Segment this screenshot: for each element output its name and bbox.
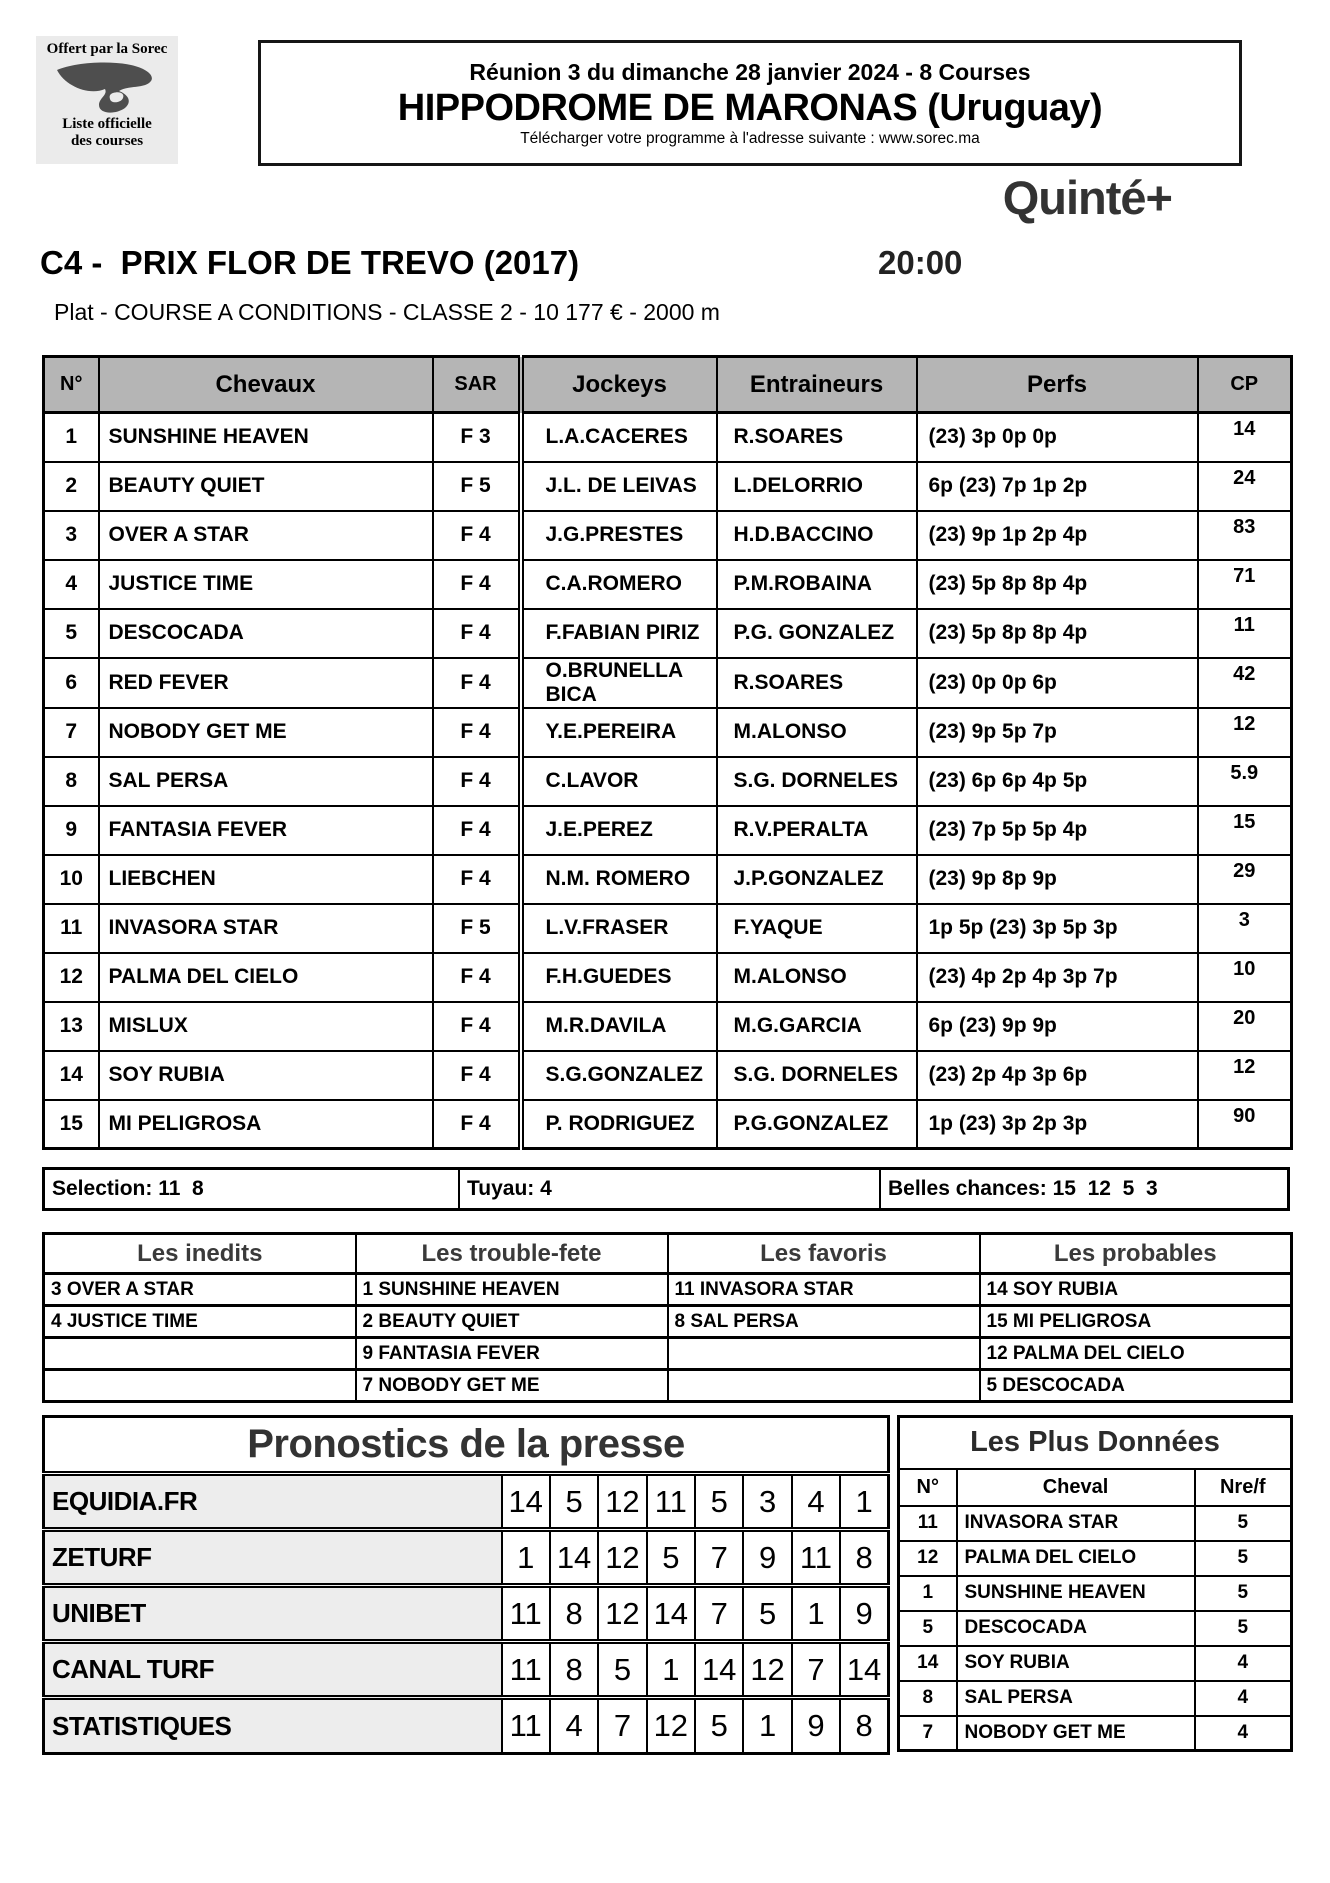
runner-row xyxy=(44,462,1292,511)
runner-number: 11 xyxy=(44,904,99,953)
category-cell: 1 SUNSHINE HEAVEN xyxy=(356,1274,668,1306)
category-cell: 8 SAL PERSA xyxy=(668,1306,980,1338)
plus-horse: DESCOCADA xyxy=(957,1611,1195,1646)
category-cell xyxy=(44,1370,356,1402)
runner-horse: OVER A STAR xyxy=(99,511,433,560)
press-pick: 7 xyxy=(598,1698,646,1754)
press-pick: 3 xyxy=(743,1474,791,1530)
plus-number: 7 xyxy=(899,1716,957,1751)
runner-row xyxy=(44,855,1292,904)
press-pick: 12 xyxy=(647,1698,695,1754)
runner-row xyxy=(44,609,1292,658)
runner-sar: F 4 xyxy=(433,708,521,757)
logo-offert-text: Offert par la Sorec xyxy=(46,41,168,57)
runners-table-header xyxy=(44,357,1292,413)
logo-des-courses: des courses xyxy=(70,133,144,149)
runner-trainer: R.V.PERALTA xyxy=(717,806,917,855)
runner-number: 8 xyxy=(44,757,99,806)
runner-number: 12 xyxy=(44,953,99,1002)
press-pick: 12 xyxy=(598,1474,646,1530)
runner-perfs: (23) 9p 5p 7p xyxy=(917,708,1198,757)
runner-horse: MISLUX xyxy=(99,1002,433,1051)
press-pick: 5 xyxy=(550,1474,598,1530)
runner-row xyxy=(44,413,1292,462)
press-pick: 5 xyxy=(647,1530,695,1586)
runner-row xyxy=(44,953,1292,1002)
plus-row xyxy=(899,1506,1292,1541)
runner-perfs: 6p (23) 9p 9p xyxy=(917,1002,1198,1051)
press-prognostics-table xyxy=(42,1415,890,1755)
runner-number: 9 xyxy=(44,806,99,855)
runner-horse: PALMA DEL CIELO xyxy=(99,953,433,1002)
press-pick: 5 xyxy=(695,1698,743,1754)
runner-jockey: N.M. ROMERO xyxy=(521,855,717,904)
press-pick: 12 xyxy=(598,1530,646,1586)
press-pick: 5 xyxy=(598,1642,646,1698)
categories-table xyxy=(42,1232,1293,1403)
runners-table xyxy=(42,355,1293,1150)
runner-cp: 5.9 xyxy=(1198,757,1292,806)
press-pick: 1 xyxy=(840,1474,888,1530)
press-pick: 5 xyxy=(743,1586,791,1642)
runner-cp: 42 xyxy=(1198,658,1292,708)
runner-perfs: 1p 5p (23) 3p 5p 3p xyxy=(917,904,1198,953)
press-body xyxy=(44,1417,889,1754)
press-source-label: STATISTIQUES xyxy=(44,1698,502,1754)
plus-count: 5 xyxy=(1195,1576,1292,1611)
category-header: Les favoris xyxy=(668,1234,980,1274)
runner-perfs: (23) 3p 0p 0p xyxy=(917,413,1198,462)
runner-number: 13 xyxy=(44,1002,99,1051)
category-cell: 15 MI PELIGROSA xyxy=(980,1306,1292,1338)
categories-header xyxy=(44,1234,1292,1274)
runner-number: 15 xyxy=(44,1100,99,1149)
runner-perfs: (23) 7p 5p 5p 4p xyxy=(917,806,1198,855)
press-row xyxy=(44,1642,889,1698)
category-cell: 4 JUSTICE TIME xyxy=(44,1306,356,1338)
runner-row xyxy=(44,1002,1292,1051)
plus-count: 4 xyxy=(1195,1646,1292,1681)
category-cell: 11 INVASORA STAR xyxy=(668,1274,980,1306)
runner-sar: F 4 xyxy=(433,1051,521,1100)
plus-row xyxy=(899,1716,1292,1751)
plus-row xyxy=(899,1611,1292,1646)
press-pick: 9 xyxy=(743,1530,791,1586)
tuyau-cell: Tuyau: 4 xyxy=(460,1170,881,1208)
plus-horse: INVASORA STAR xyxy=(957,1506,1195,1541)
plus-donnees-body xyxy=(899,1417,1292,1751)
press-row xyxy=(44,1530,889,1586)
runner-row xyxy=(44,708,1292,757)
press-pick: 11 xyxy=(502,1698,550,1754)
runners-header-col-entraineurs: Entraineurs xyxy=(717,357,917,413)
runner-perfs: (23) 5p 8p 8p 4p xyxy=(917,560,1198,609)
runners-header-col-sar: SAR xyxy=(433,357,521,413)
plus-header-row xyxy=(899,1469,1292,1506)
plus-horse: NOBODY GET ME xyxy=(957,1716,1195,1751)
runner-number: 5 xyxy=(44,609,99,658)
runner-perfs: (23) 6p 6p 4p 5p xyxy=(917,757,1198,806)
runner-horse: SOY RUBIA xyxy=(99,1051,433,1100)
hippodrome-title: HIPPODROME DE MARONAS (Uruguay) xyxy=(397,86,1103,129)
press-pick: 9 xyxy=(840,1586,888,1642)
category-cell: 5 DESCOCADA xyxy=(980,1370,1292,1402)
runner-perfs: (23) 2p 4p 3p 6p xyxy=(917,1051,1198,1100)
runner-row xyxy=(44,560,1292,609)
runner-jockey: J.G.PRESTES xyxy=(521,511,717,560)
plus-row xyxy=(899,1576,1292,1611)
runner-cp: 12 xyxy=(1198,708,1292,757)
press-pick: 8 xyxy=(550,1586,598,1642)
plus-count: 4 xyxy=(1195,1716,1292,1751)
runner-trainer: F.YAQUE xyxy=(717,904,917,953)
category-cell xyxy=(44,1338,356,1370)
runner-row xyxy=(44,658,1292,708)
runner-sar: F 4 xyxy=(433,658,521,708)
plus-horse: SAL PERSA xyxy=(957,1681,1195,1716)
category-cell: 3 OVER A STAR xyxy=(44,1274,356,1306)
runner-perfs: (23) 9p 8p 9p xyxy=(917,855,1198,904)
press-pick: 14 xyxy=(502,1474,550,1530)
runner-row xyxy=(44,1100,1292,1149)
press-pick: 12 xyxy=(598,1586,646,1642)
runner-horse: NOBODY GET ME xyxy=(99,708,433,757)
runner-horse: INVASORA STAR xyxy=(99,904,433,953)
press-pick: 12 xyxy=(743,1642,791,1698)
runner-cp: 24 xyxy=(1198,462,1292,511)
press-source-label: ZETURF xyxy=(44,1530,502,1586)
runner-jockey: C.A.ROMERO xyxy=(521,560,717,609)
runners-header-col-jockeys: Jockeys xyxy=(521,357,717,413)
runner-trainer: L.DELORRIO xyxy=(717,462,917,511)
runner-row xyxy=(44,757,1292,806)
selection-bar xyxy=(42,1167,1290,1211)
runner-sar: F 4 xyxy=(433,806,521,855)
runner-number: 2 xyxy=(44,462,99,511)
runner-number: 4 xyxy=(44,560,99,609)
category-row xyxy=(44,1306,1292,1338)
plus-count: 5 xyxy=(1195,1611,1292,1646)
plus-number: 11 xyxy=(899,1506,957,1541)
category-cell xyxy=(668,1370,980,1402)
runners-header-col-number: N° xyxy=(44,357,99,413)
press-pick: 8 xyxy=(550,1642,598,1698)
plus-horse: PALMA DEL CIELO xyxy=(957,1541,1195,1576)
plus-number: 14 xyxy=(899,1646,957,1681)
runner-cp: 15 xyxy=(1198,806,1292,855)
runner-jockey: F.H.GUEDES xyxy=(521,953,717,1002)
runner-trainer: M.G.GARCIA xyxy=(717,1002,917,1051)
plus-header-cheval: Cheval xyxy=(957,1469,1195,1506)
belles-chances-cell: Belles chances: 15 12 5 3 xyxy=(888,1177,1158,1200)
press-pick: 4 xyxy=(792,1474,840,1530)
press-pick: 11 xyxy=(502,1642,550,1698)
runner-jockey: F.FABIAN PIRIZ xyxy=(521,609,717,658)
runner-horse: SUNSHINE HEAVEN xyxy=(99,413,433,462)
categories-header-row xyxy=(44,1234,1292,1274)
runner-trainer: R.SOARES xyxy=(717,413,917,462)
sorec-logo xyxy=(36,36,178,164)
runners-table-body xyxy=(44,413,1292,1149)
runner-cp: 71 xyxy=(1198,560,1292,609)
plus-row xyxy=(899,1646,1292,1681)
runner-horse: RED FEVER xyxy=(99,658,433,708)
runner-sar: F 4 xyxy=(433,609,521,658)
runner-sar: F 3 xyxy=(433,413,521,462)
press-row xyxy=(44,1586,889,1642)
runner-trainer: H.D.BACCINO xyxy=(717,511,917,560)
runner-sar: F 4 xyxy=(433,1100,521,1149)
category-cell xyxy=(668,1338,980,1370)
runner-perfs: (23) 9p 1p 2p 4p xyxy=(917,511,1198,560)
runner-jockey: Y.E.PEREIRA xyxy=(521,708,717,757)
runner-trainer: R.SOARES xyxy=(717,658,917,708)
runner-jockey: L.A.CACERES xyxy=(521,413,717,462)
plus-number: 5 xyxy=(899,1611,957,1646)
runner-jockey: J.E.PEREZ xyxy=(521,806,717,855)
press-pick: 7 xyxy=(695,1586,743,1642)
runner-cp: 83 xyxy=(1198,511,1292,560)
runner-trainer: S.G. DORNELES xyxy=(717,1051,917,1100)
press-pick: 8 xyxy=(840,1698,888,1754)
reunion-line: Réunion 3 du dimanche 28 janvier 2024 - 8 Courses xyxy=(469,58,1031,85)
runner-cp: 29 xyxy=(1198,855,1292,904)
runner-horse: LIEBCHEN xyxy=(99,855,433,904)
runner-cp: 14 xyxy=(1198,413,1292,462)
runner-sar: F 4 xyxy=(433,757,521,806)
runner-trainer: S.G. DORNELES xyxy=(717,757,917,806)
plus-count: 5 xyxy=(1195,1506,1292,1541)
runner-perfs: (23) 4p 2p 4p 3p 7p xyxy=(917,953,1198,1002)
selection-cell: Selection: 11 8 xyxy=(45,1170,460,1208)
race-title: C4 - PRIX FLOR DE TREVO (2017) xyxy=(40,244,580,281)
runner-row xyxy=(44,806,1292,855)
runner-number: 6 xyxy=(44,658,99,708)
press-pick: 8 xyxy=(840,1530,888,1586)
runner-trainer: P.G. GONZALEZ xyxy=(717,609,917,658)
logo-liste-officielle: Liste officielle xyxy=(62,116,152,132)
category-cell: 9 FANTASIA FEVER xyxy=(356,1338,668,1370)
runner-sar: F 4 xyxy=(433,953,521,1002)
runner-horse: BEAUTY QUIET xyxy=(99,462,433,511)
runner-perfs: 6p (23) 7p 1p 2p xyxy=(917,462,1198,511)
runner-cp: 20 xyxy=(1198,1002,1292,1051)
runner-jockey: C.LAVOR xyxy=(521,757,717,806)
press-row xyxy=(44,1698,889,1754)
runner-trainer: P.G.GONZALEZ xyxy=(717,1100,917,1149)
press-pick: 4 xyxy=(550,1698,598,1754)
press-pick: 7 xyxy=(792,1642,840,1698)
plus-number: 12 xyxy=(899,1541,957,1576)
runner-horse: FANTASIA FEVER xyxy=(99,806,433,855)
plus-count: 5 xyxy=(1195,1541,1292,1576)
runner-number: 3 xyxy=(44,511,99,560)
quinte-badge: Quinté+ xyxy=(1002,171,1172,224)
category-row xyxy=(44,1274,1292,1306)
runner-jockey: J.L. DE LEIVAS xyxy=(521,462,717,511)
runner-number: 1 xyxy=(44,413,99,462)
press-pick: 11 xyxy=(647,1474,695,1530)
race-time: 20:00 xyxy=(878,244,963,281)
category-cell: 12 PALMA DEL CIELO xyxy=(980,1338,1292,1370)
runner-jockey: O.BRUNELLA BICA xyxy=(521,658,717,708)
runner-sar: F 5 xyxy=(433,904,521,953)
press-row xyxy=(44,1474,889,1530)
runner-jockey: S.G.GONZALEZ xyxy=(521,1051,717,1100)
runners-header-col-chevaux: Chevaux xyxy=(99,357,433,413)
runner-horse: DESCOCADA xyxy=(99,609,433,658)
runner-row xyxy=(44,511,1292,560)
press-title: Pronostics de la presse xyxy=(44,1417,889,1474)
runners-header-col-perfs: Perfs xyxy=(917,357,1198,413)
plus-header-number: N° xyxy=(899,1469,957,1506)
runner-trainer: P.M.ROBAINA xyxy=(717,560,917,609)
runner-cp: 12 xyxy=(1198,1051,1292,1100)
runner-jockey: L.V.FRASER xyxy=(521,904,717,953)
runner-number: 10 xyxy=(44,855,99,904)
runners-header-row xyxy=(44,357,1292,413)
press-pick: 1 xyxy=(502,1530,550,1586)
plus-number: 8 xyxy=(899,1681,957,1716)
category-header: Les inedits xyxy=(44,1234,356,1274)
runner-perfs: 1p (23) 3p 2p 3p xyxy=(917,1100,1198,1149)
press-pick: 1 xyxy=(792,1586,840,1642)
runner-sar: F 4 xyxy=(433,1002,521,1051)
plus-horse: SOY RUBIA xyxy=(957,1646,1195,1681)
plus-header-count: Nre/f xyxy=(1195,1469,1292,1506)
meeting-header xyxy=(258,40,1242,166)
plus-count: 4 xyxy=(1195,1681,1292,1716)
category-header: Les probables xyxy=(980,1234,1292,1274)
runner-jockey: M.R.DAVILA xyxy=(521,1002,717,1051)
runner-perfs: (23) 0p 0p 6p xyxy=(917,658,1198,708)
press-pick: 11 xyxy=(792,1530,840,1586)
press-pick: 14 xyxy=(695,1642,743,1698)
runner-horse: SAL PERSA xyxy=(99,757,433,806)
press-pick: 9 xyxy=(792,1698,840,1754)
runners-header-col-cp: CP xyxy=(1198,357,1292,413)
press-source-label: EQUIDIA.FR xyxy=(44,1474,502,1530)
runner-trainer: M.ALONSO xyxy=(717,953,917,1002)
category-header: Les trouble-fete xyxy=(356,1234,668,1274)
press-source-label: CANAL TURF xyxy=(44,1642,502,1698)
plus-row xyxy=(899,1681,1292,1716)
runner-cp: 90 xyxy=(1198,1100,1292,1149)
runner-cp: 3 xyxy=(1198,904,1292,953)
runner-perfs: (23) 5p 8p 8p 4p xyxy=(917,609,1198,658)
runner-number: 14 xyxy=(44,1051,99,1100)
runner-cp: 10 xyxy=(1198,953,1292,1002)
press-pick: 5 xyxy=(695,1474,743,1530)
runner-jockey: P. RODRIGUEZ xyxy=(521,1100,717,1149)
horse-icon xyxy=(55,60,159,116)
category-row xyxy=(44,1370,1292,1402)
race-conditions: Plat - COURSE A CONDITIONS - CLASSE 2 - 10 177 € - 2000 m xyxy=(54,299,720,325)
press-pick: 14 xyxy=(840,1642,888,1698)
plus-number: 1 xyxy=(899,1576,957,1611)
runner-horse: MI PELIGROSA xyxy=(99,1100,433,1149)
category-row xyxy=(44,1338,1292,1370)
category-cell: 14 SOY RUBIA xyxy=(980,1274,1292,1306)
runner-cp: 11 xyxy=(1198,609,1292,658)
press-pick: 14 xyxy=(647,1586,695,1642)
press-pick: 7 xyxy=(695,1530,743,1586)
press-title-row xyxy=(44,1417,889,1474)
runner-sar: F 4 xyxy=(433,855,521,904)
plus-row xyxy=(899,1541,1292,1576)
runner-row xyxy=(44,1051,1292,1100)
runner-sar: F 4 xyxy=(433,511,521,560)
press-source-label: UNIBET xyxy=(44,1586,502,1642)
runner-sar: F 5 xyxy=(433,462,521,511)
category-cell: 2 BEAUTY QUIET xyxy=(356,1306,668,1338)
runner-number: 7 xyxy=(44,708,99,757)
plus-horse: SUNSHINE HEAVEN xyxy=(957,1576,1195,1611)
runner-row xyxy=(44,904,1292,953)
runner-trainer: J.P.GONZALEZ xyxy=(717,855,917,904)
plus-donnees-table xyxy=(897,1415,1293,1752)
download-line: Télécharger votre programme à l'adresse suivante : www.sorec.ma xyxy=(520,129,980,147)
plus-donnees-title: Les Plus Données xyxy=(899,1417,1292,1469)
press-pick: 14 xyxy=(550,1530,598,1586)
category-cell: 7 NOBODY GET ME xyxy=(356,1370,668,1402)
runner-trainer: M.ALONSO xyxy=(717,708,917,757)
categories-body xyxy=(44,1274,1292,1402)
runner-horse: JUSTICE TIME xyxy=(99,560,433,609)
runner-sar: F 4 xyxy=(433,560,521,609)
plus-title-row xyxy=(899,1417,1292,1469)
press-pick: 11 xyxy=(502,1586,550,1642)
press-pick: 1 xyxy=(647,1642,695,1698)
press-pick: 1 xyxy=(743,1698,791,1754)
